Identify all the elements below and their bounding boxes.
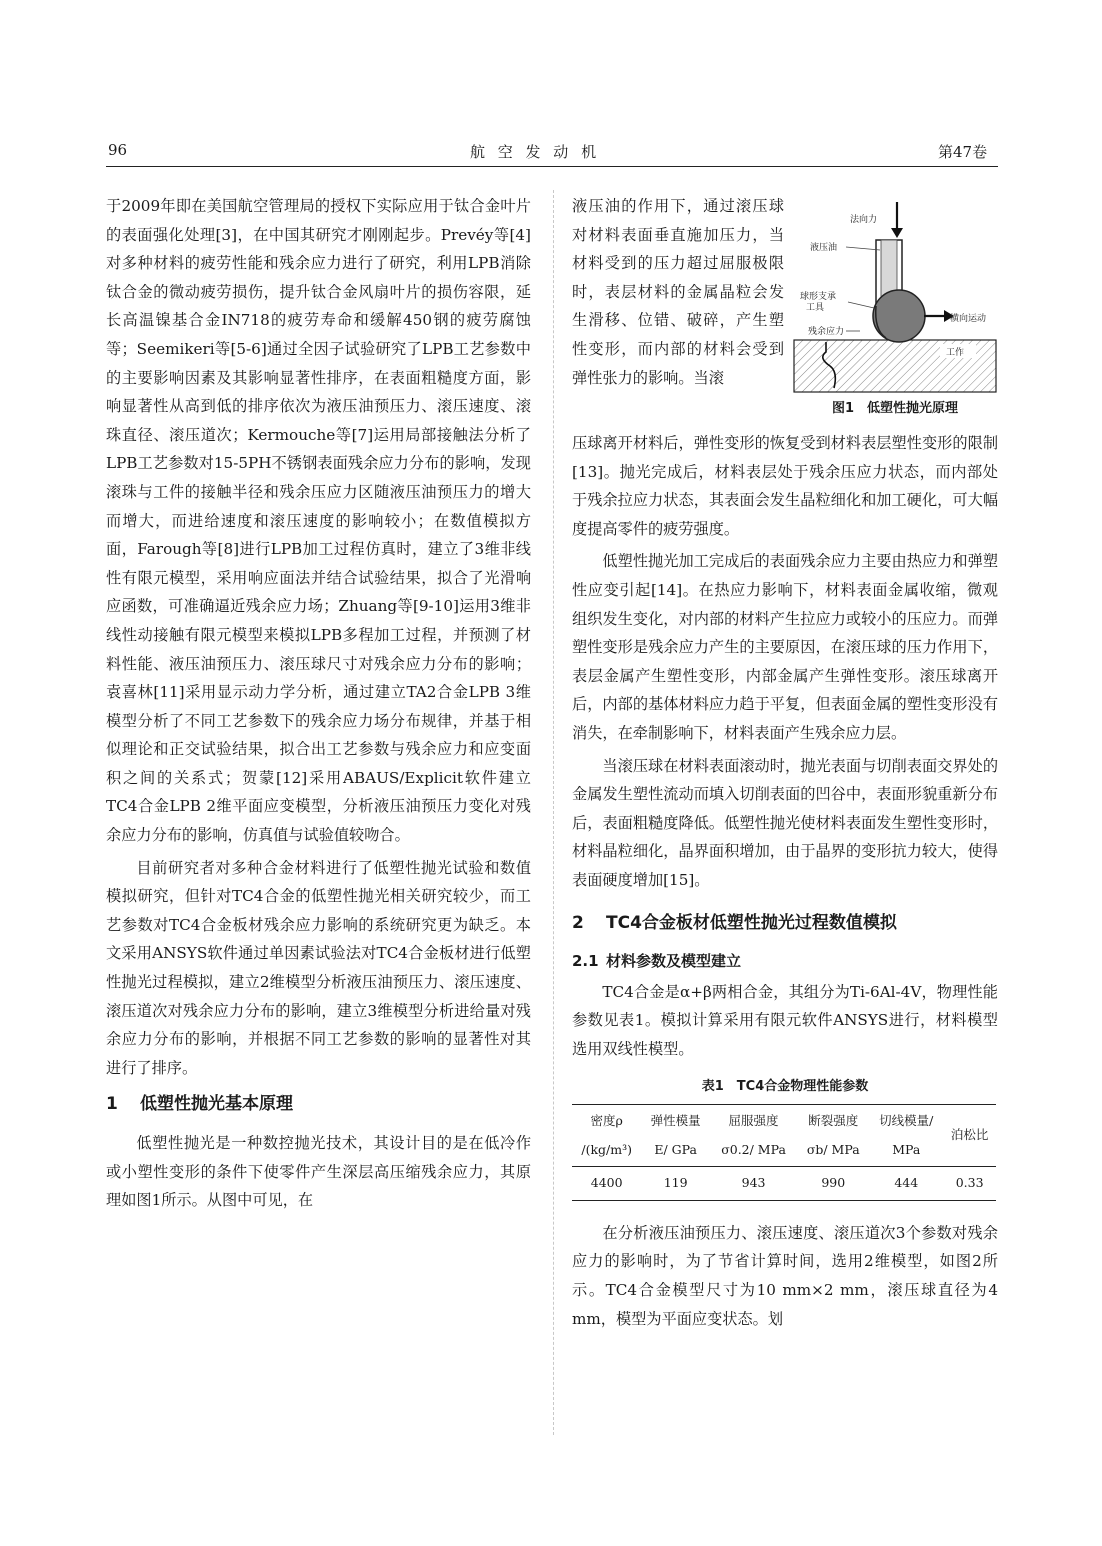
table-header: 密度ρ /(kg/m³) — [581, 1113, 632, 1157]
table-1 — [572, 1104, 996, 1201]
label-ball-support-tool: 工具 — [806, 303, 825, 313]
label-ball-support: 球形支承 — [800, 292, 837, 302]
table-row — [572, 1167, 996, 1201]
left-column — [106, 192, 531, 1215]
subsection-number: 2.1 — [572, 952, 599, 971]
right-column — [572, 429, 998, 1333]
table-cell: 4400 — [590, 1175, 623, 1191]
label-workpiece: 工作 — [946, 348, 965, 358]
volume-label: 第47卷 — [938, 143, 988, 161]
table-cell: 943 — [741, 1175, 766, 1191]
section-number: 1 — [106, 1094, 118, 1115]
label-residual-stress: 残余应力 — [808, 327, 845, 337]
table-header: 弹性模量 E/ GPa — [650, 1113, 701, 1157]
section-number: 2 — [572, 912, 584, 933]
table-header: 断裂强度 σb/ MPa — [806, 1113, 860, 1157]
section-heading — [572, 909, 998, 938]
section-heading — [106, 1090, 531, 1119]
label-normal-force: 法向力 — [850, 215, 878, 225]
body-paragraph: 低塑性抛光是一种数控抛光技术，其设计目的是在低冷作或小塑性变形的条件下使零件产生深层高压缩残余应力，其原理如图1所示。从图中可见，在 — [106, 1134, 531, 1210]
table-header: 屈服强度 σ0.2/ MPa — [721, 1113, 786, 1157]
journal-name: 航 空 发 动 机 — [470, 143, 601, 161]
body-paragraph: 在分析液压油预压力、滚压速度、滚压道次3个参数对残余应力的影响时，为了节省计算时间，选用2维模型，如图2所示。TC4合金模型尺寸为10 mm×2 mm，滚压球直径为4 mm，模型为平面应变状态。划 — [572, 1223, 998, 1328]
figure-1-caption: 图1 低塑性抛光原理 — [831, 401, 959, 416]
subsection-heading — [572, 947, 998, 976]
label-lateral-motion: 横向运动 — [950, 314, 987, 324]
column-divider — [553, 190, 554, 1435]
table-cell: 444 — [894, 1175, 919, 1191]
rolling-ball — [873, 290, 925, 342]
figure-1 — [790, 200, 1000, 428]
table-header: 切线模量/ MPa — [879, 1113, 934, 1157]
table-cell: 119 — [663, 1175, 688, 1191]
body-paragraph: 当滚压球在材料表面滚动时，抛光表面与切削表面交界处的金属发生塑性流动而填入切削表面的凹谷中，表面形貌重新分布后，表面粗糙度降低。低塑性抛光使材料表面发生塑性变形时，材料晶粒细化，晶界面积增加，由于晶界的变形抗力较大，使得表面硬度增加[15]。 — [572, 756, 998, 889]
body-paragraph: 低塑性抛光加工完成后的表面残余应力主要由热应力和弹塑性应变引起[14]。在热应力影响下，材料表面金属收缩，微观组织发生变化，对内部的材料产生拉应力或较小的压应力。而弹塑性变形是残余应力产生的主要原因，在滚压球的压力作用下，表层金属产生塑性变形，内部金属产生弹性变形。滚压球离开后，内部的基体材料应力趋于平复，但表面金属的塑性变形没有消失，在牵制影响下，材料表面产生残余应力层。 — [572, 552, 998, 742]
table-cell: 0.33 — [955, 1175, 984, 1191]
body-paragraph: TC4合金是α+β两相合金，其组分为Ti-6Al-4V，物理性能参数见表1。模拟计算采用有限元软件ANSYS进行，材料模型选用双线性模型。 — [572, 982, 998, 1058]
body-paragraph: 目前研究者对多种合金材料进行了低塑性抛光试验和数值模拟研究，但针对TC4合金的低塑性抛光相关研究较少，而工艺参数对TC4合金板材残余应力影响的系统研究更为缺乏。本文采用ANSYS软件通过单因素试验法对TC4合金板材进行低塑性抛光过程模拟，建立2维模型分析液压油预压力、滚压速度、滚压道次对残余应力分布的影响，建立3维模型分析进给量对残余应力分布的影响，并根据不同工艺参数的影响的显著性对其进行了排序。 — [106, 858, 531, 1077]
body-paragraph: 液压油的作用下，通过滚压球对材料表面垂直施加压力，当材料受到的压力超过屈服极限时，表层材料的金属晶粒会发生滑移、位错、破碎，产生塑性变形，而内部的材料会受到弹性张力的影响。当滚 — [572, 197, 784, 387]
header-rule — [106, 166, 998, 167]
subsection-title: 材料参数及模型建立 — [606, 952, 742, 971]
body-paragraph: 压球离开材料后，弹性变形的恢复受到材料表层塑性变形的限制[13]。抛光完成后，材料表层处于残余压应力状态，而内部处于残余拉应力状态，其表面会发生晶粒细化和加工硬化，可大幅度提高零件的疲劳强度。 — [572, 434, 998, 538]
label-hydraulic-oil: 液压油 — [810, 243, 838, 253]
body-paragraph: 于2009年即在美国航空管理局的授权下实际应用于钛合金叶片的表面强化处理[3]，在中国其研究才刚刚起步。Prevéy等[4]对多种材料的疲劳性能和残余应力进行了研究，利用LPB消除钛合金的微动疲劳损伤，提升钛合金风扇叶片的损伤容限，延长高温镍基合金IN718的疲劳寿命和缓解450钢的疲劳腐蚀等；Seemikeri等[5-6]通过全因子试验研究了LPB工艺参数中的主要影响因素及其影响显著性排序，在表面粗糙度方面，影响显著性从高到低的排序依次为液压油预压力、滚压速度、滚珠直径、滚压道次；Kermouche等[7]运用局部接触法分析了LPB工艺参数对15-5PH不锈钢表面残余应力分布的影响，发现滚珠与工件的接触半径和残余压应力区随液压油预压力的增大而增大，而进给速度和滚压速度的影响较小；在数值模拟方面，Farough等[8]进行LPB加工过程仿真时，建立了3维非线性有限元模型，采用响应面法并结合试验结果，拟合了光滑响应函数，可准确逼近残余应力场；Zhuang等[9-10]运用3维非线性动接触有限元模型来模拟LPB多程加工过程，并预测了材料性能、液压油预压力、滚压球尺寸对残余应力分布的影响；袁喜林[11]采用显示动力学分析，通过建立TA2合金LPB 3维模型分析了不同工艺参数下的残余应力场分布规律，并基于相似理论和正交试验结果，拟合出工艺参数与残余应力和应变面积之间的关系式；贺蒙[12]采用ABAUS/Explicit软件建立TC4合金LPB 2维平面应变模型，分析液压油预压力变化对残余应力分布的影响，仿真值与试验值较吻合。 — [106, 197, 531, 845]
figure-wrap-text — [572, 192, 784, 392]
table-1-caption: 表1 TC4合金物理性能参数 — [701, 1079, 869, 1095]
table-cell: 990 — [821, 1175, 846, 1191]
table-header: 泊松比 — [950, 1127, 989, 1143]
section-title: TC4合金板材低塑性抛光过程数值模拟 — [606, 912, 897, 933]
lpb-principle-diagram — [790, 200, 1000, 395]
section-title: 低塑性抛光基本原理 — [140, 1094, 293, 1115]
page-number: 96 — [108, 141, 128, 159]
